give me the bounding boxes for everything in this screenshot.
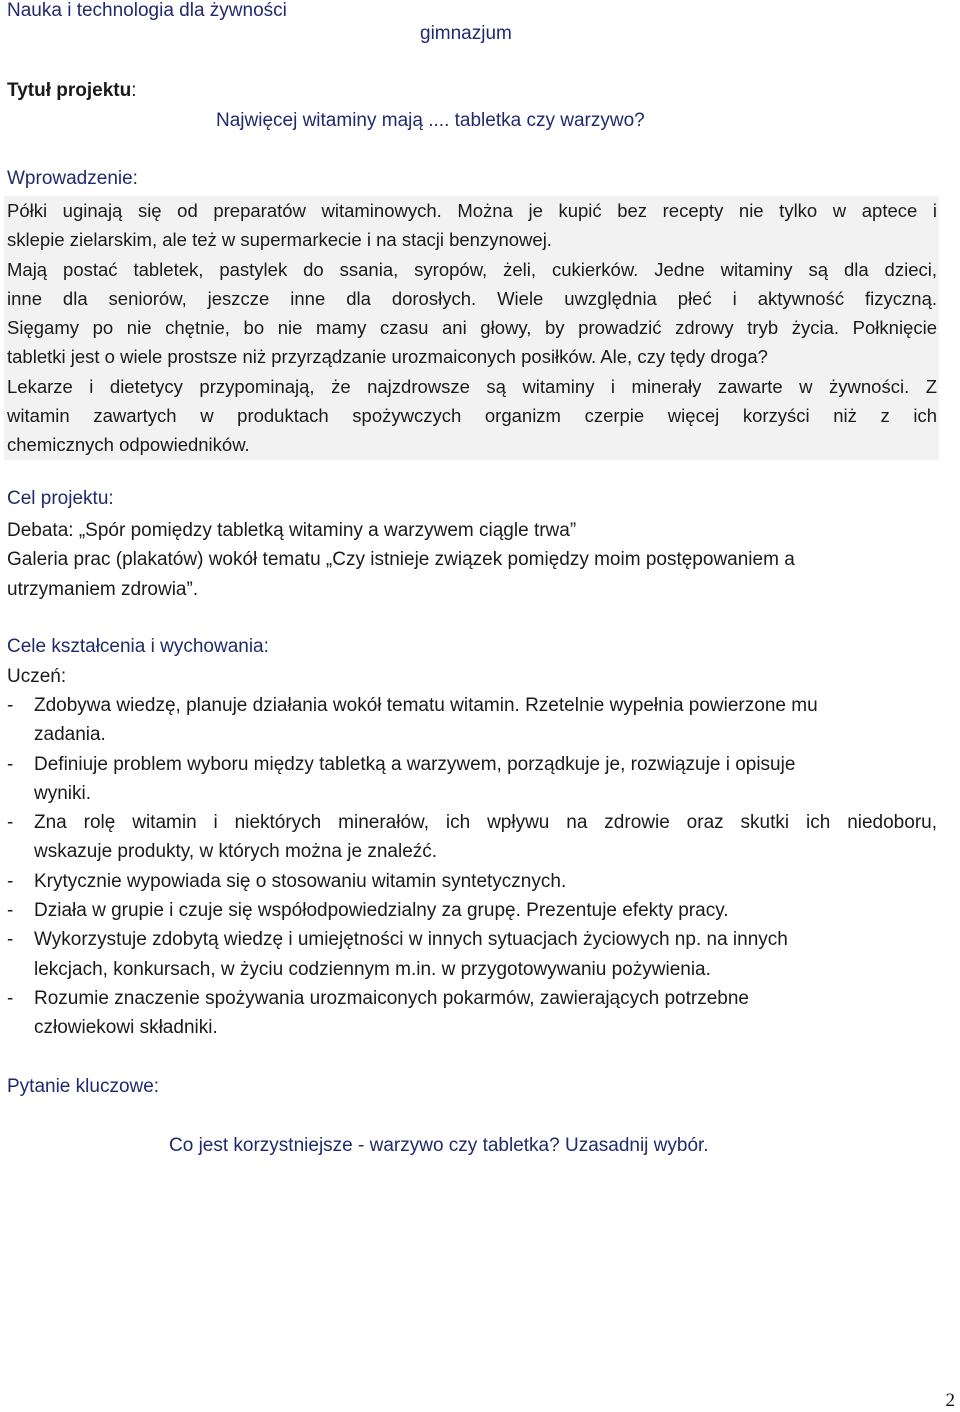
list-item-line: wyniki. (34, 782, 92, 804)
objectives-list (7, 691, 937, 1043)
intro-line: sklepie zielarskim, ale też w supermarkecie i na stacji benzynowej. (7, 229, 552, 251)
intro-heading: Wprowadzenie: (7, 168, 138, 189)
key-question-heading: Pytanie kluczowe: (7, 1076, 160, 1097)
list-item-line: Definiuje problem wyboru między tabletką a warzywem, porządkuje je, rozwiązuje i opisuje (34, 753, 796, 775)
student-label: Uczeń: (7, 666, 67, 687)
list-item-line: zadania. (34, 724, 106, 746)
list-item-line: Zdobywa wiedzę, planuje działania wokół tematu witamin. Rzetelnie wypełnia powierzone mu (34, 695, 818, 716)
project-title-label-colon: : (131, 80, 137, 101)
list-item-line: Zna rolę witamin i niektórych minerałów, ich wpływu na zdrowie oraz skutki ich niedoboru, (34, 812, 937, 834)
goal-line: Galeria prac (plakatów) wokół tematu „Czy istnieje związek pomiędzy moim postępowaniem a (7, 549, 795, 571)
list-item (7, 896, 937, 925)
list-item (7, 925, 937, 984)
project-title-label (7, 80, 137, 102)
goal-line: utrzymaniem zdrowia”. (7, 578, 199, 600)
goal-line: Debata: „Spór pomiędzy tabletką witaminy a warzywem ciągle trwa” (7, 520, 577, 541)
school-level: gimnazjum (420, 23, 512, 44)
project-title: Najwięcej witaminy mają .... tabletka czy warzywo? (216, 110, 645, 131)
list-item-line: człowiekowi składniki. (34, 1017, 218, 1039)
list-item-line: Działa w grupie i czuje się współodpowiedzialny za grupę. Prezentuje efekty pracy. (34, 900, 729, 922)
intro-line: Lekarze i dietetycy przypominają, że najzdrowsze są witaminy i minerały zawarte w żywności. Z (7, 375, 937, 397)
list-dash: - (7, 929, 14, 951)
list-item-line: lekcjach, konkursach, w życiu codziennym m.in. w przygotowywaniu pożywienia. (34, 958, 711, 980)
intro-paragraph (7, 196, 937, 460)
list-dash: - (7, 900, 14, 922)
intro-line: chemicznych odpowiedników. (7, 434, 250, 456)
list-dash: - (7, 987, 14, 1009)
list-dash: - (7, 753, 14, 775)
goal-heading: Cel projektu: (7, 488, 114, 509)
list-dash: - (7, 812, 14, 834)
list-dash: - (7, 870, 14, 892)
goal-text (7, 516, 937, 604)
intro-line: inne dla seniorów, jeszcze inne dla dorosłych. Wiele uwzględnia płeć i aktywność fizyczną. (7, 287, 937, 309)
list-item-line: Krytycznie wypowiada się o stosowaniu witamin syntetycznych. (34, 870, 567, 892)
key-question-text: Co jest korzystniejsze - warzywo czy tabletka? Uzasadnij wybór. (169, 1135, 709, 1156)
list-item-line: wskazuje produkty, w których można je znaleźć. (34, 841, 438, 863)
intro-line: witamin zawartych w produktach spożywczych organizm czerpie więcej korzyści niż z ich (7, 405, 937, 427)
intro-line: Półki uginają się od preparatów witaminowych. Można je kupić bez recepty nie tylko w aptece i (7, 200, 937, 221)
list-item (7, 984, 937, 1043)
intro-line: Mają postać tabletek, pastylek do ssania, syropów, żeli, cukierków. Jedne witaminy są dla dzieci, (7, 258, 937, 280)
list-item (7, 867, 937, 896)
list-item (7, 691, 937, 750)
list-item-line: Wykorzystuje zdobytą wiedzę i umiejętności w innych sytuacjach życiowych np. na innych (34, 929, 788, 951)
list-item (7, 808, 937, 867)
intro-line: tabletki jest o wiele prostsze niż przyrządzanie urozmaiconych posiłków. Ale, czy tędy droga? (7, 346, 768, 368)
list-dash: - (7, 695, 14, 716)
intro-line: Sięgamy po nie chętnie, bo nie mamy czasu ani głowy, by prowadzić zdrowy tryb życia. Połknięcie (7, 317, 937, 339)
page-number: 2 (945, 1390, 955, 1411)
list-item (7, 750, 937, 809)
objectives-heading: Cele kształcenia i wychowania: (7, 636, 269, 657)
document-title: Nauka i technologia dla żywności (7, 0, 287, 21)
list-item-line: Rozumie znaczenie spożywania urozmaiconych pokarmów, zawierających potrzebne (34, 987, 749, 1009)
project-title-label-text: Tytuł projektu (7, 80, 132, 101)
